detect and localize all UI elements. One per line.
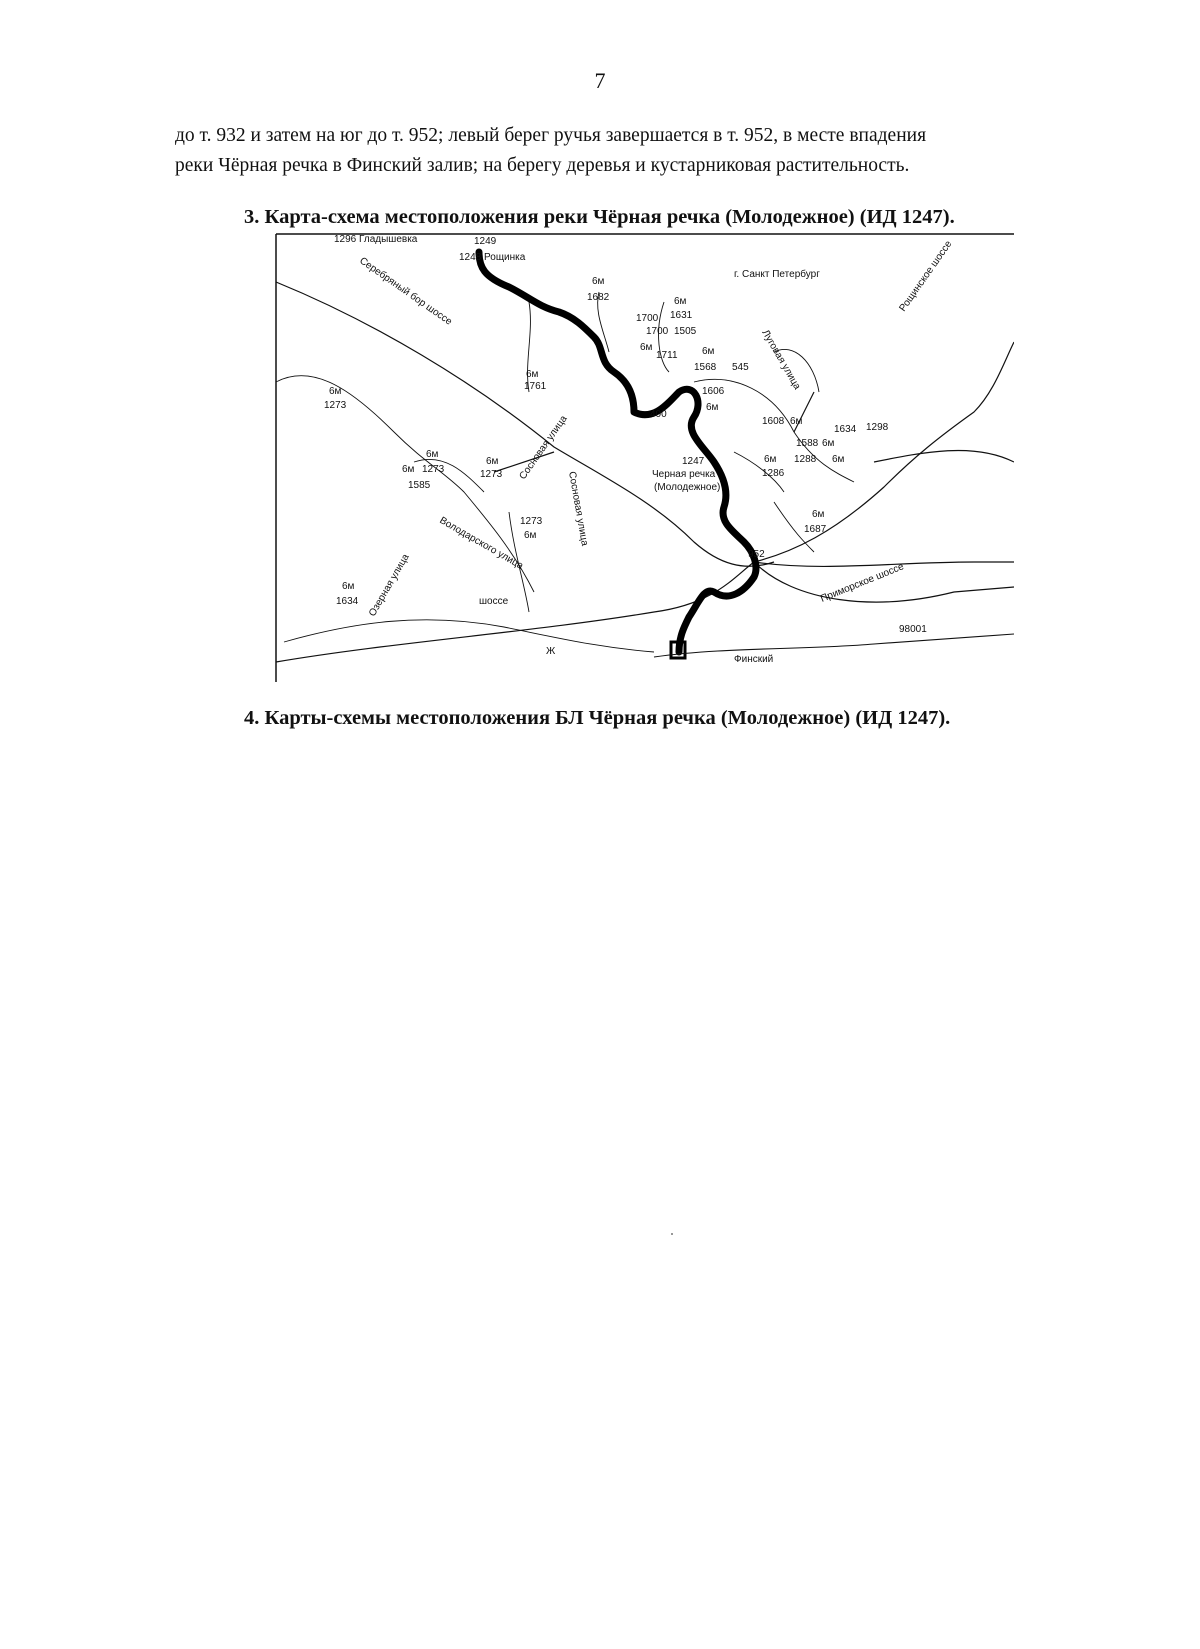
section-3-heading: 3. Карта-схема местоположения реки Чёрная речка (Молодежное) (ИД 1247). <box>244 206 955 228</box>
map-label-1631: 1631 <box>670 310 693 321</box>
map-label-sosnovaya: Сосновая улица <box>517 413 570 482</box>
map-label-primorskoe: Приморское шоссе <box>819 561 906 605</box>
map-label-zh: Ж <box>546 646 556 657</box>
map-label-molodezhnoe: (Молодежное) <box>654 482 721 493</box>
map-label-6m-n: 6м <box>486 456 499 467</box>
river-chernaya-rechka <box>479 252 756 652</box>
map-label-sosnovaya-2: Сосновая улица <box>566 470 590 547</box>
map-label-roshchinka: 1248 Рощинка <box>459 252 526 263</box>
map-label-1711: 1711 <box>656 350 678 361</box>
map-label-1634: 1634 <box>834 424 857 435</box>
map-label-1273b: 1273 <box>422 464 445 475</box>
map-label-1682: 1682 <box>587 292 610 303</box>
map-label-6m-a: 6м <box>592 276 605 287</box>
map-label-6m-p: 6м <box>812 509 825 520</box>
map-label-chernaya: Черная речка <box>652 469 716 480</box>
map-label-1288: 1288 <box>794 454 817 465</box>
map-label-400: 400 <box>650 409 667 420</box>
map-label-6m-l: 6м <box>426 449 439 460</box>
map-label-6m-q: 6м <box>342 581 355 592</box>
map-label-6m-g: 6м <box>790 416 803 427</box>
map-label-serebr: Серебряный бор шоссе <box>357 255 454 328</box>
roads <box>276 282 1014 662</box>
map-label-ozernaya: Озерная улица <box>367 552 412 619</box>
map-label-1585: 1585 <box>408 480 431 491</box>
map-label-gladyshevka: 1296 Гладышевка <box>334 234 418 245</box>
map-svg <box>274 232 1014 682</box>
map-label-1273a: 1273 <box>324 400 347 411</box>
map-label-1687: 1687 <box>804 524 827 535</box>
paragraph-line: реки Чёрная речка в Финский залив; на берегу деревья и кустарниковая растительность. <box>175 155 910 176</box>
map-label-952: 952 <box>748 549 765 560</box>
map-label-6m-o: 6м <box>524 530 537 541</box>
map-label-roshchinskoe: Рощинское шоссе <box>897 238 955 314</box>
map-label-1761: 1761 <box>524 381 547 392</box>
map-label-1273c: 1273 <box>480 469 503 480</box>
map-label-1588: 1588 <box>796 438 819 449</box>
map-label-6m-b: 6м <box>674 296 687 307</box>
map-label-1286: 1286 <box>762 468 785 479</box>
map-label-shosse: шоссе <box>479 596 509 607</box>
map-label-6m-e: 6м <box>526 369 539 380</box>
location-map <box>274 232 1014 682</box>
page-number: 7 <box>594 68 606 93</box>
section-4-heading: 4. Карты-схемы местоположения БЛ Чёрная речка (Молодежное) (ИД 1247). <box>244 707 951 729</box>
map-label-545: 545 <box>732 362 749 373</box>
road-primorskoe <box>754 562 1014 566</box>
map-label-6m-k: 6м <box>329 386 342 397</box>
map-label-spb: г. Санкт Петербург <box>734 269 820 280</box>
map-label-6m-j: 6м <box>764 454 777 465</box>
paragraph <box>175 121 1120 181</box>
map-label-finsky: Финский <box>734 654 774 665</box>
map-label-lugovaya: Луговая улица <box>759 328 803 392</box>
paragraph-line: до т. 932 и затем на юг до т. 952; левый берег ручья завершается в т. 952, в месте впадения <box>175 125 927 146</box>
map-label-1505: 1505 <box>674 326 697 337</box>
map-label-1273d: 1273 <box>520 516 543 527</box>
map-label-1298: 1298 <box>866 422 889 433</box>
coastline <box>654 634 1014 657</box>
map-label-1606: 1606 <box>702 386 725 397</box>
road-east <box>874 450 1014 462</box>
map-label-1700: 1700 <box>636 313 659 324</box>
map-label-6m-i: 6м <box>832 454 845 465</box>
map-label-1608: 1608 <box>762 416 785 427</box>
map-label-1247: 1247 <box>682 456 705 467</box>
scan-speck <box>671 1233 673 1235</box>
map-label-1568: 1568 <box>694 362 717 373</box>
map-label-6m-h: 6м <box>822 438 835 449</box>
map-label-6m-f: 6м <box>706 402 719 413</box>
map-label-1634b: 1634 <box>336 596 359 607</box>
map-label-code: 98001 <box>899 624 927 635</box>
map-label-6m-d: 6м <box>702 346 715 357</box>
map-label-6m-c: 6м <box>640 342 653 353</box>
map-label-6m-m: 6м <box>402 464 415 475</box>
map-label-1700b: 1700 <box>646 326 669 337</box>
stream-1631 <box>659 302 669 372</box>
map-label-1249: 1249 <box>474 236 497 247</box>
map-label-volodarskogo: Володарского улица <box>437 515 525 572</box>
